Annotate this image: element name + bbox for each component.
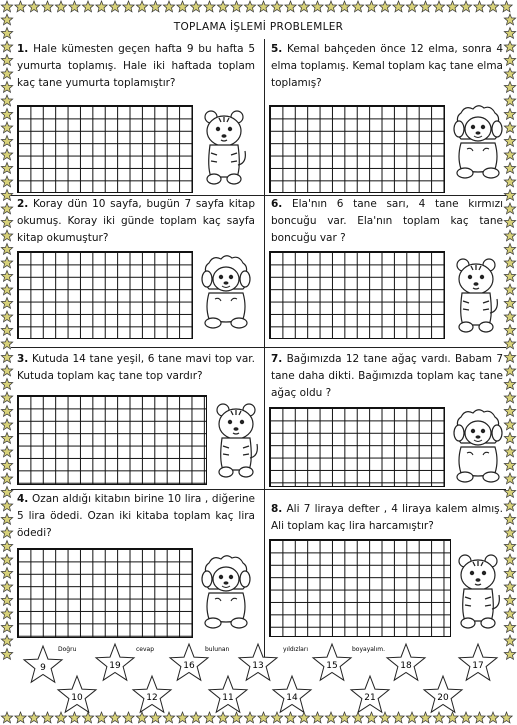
divider xyxy=(264,489,506,490)
border-star xyxy=(504,41,515,52)
border-star xyxy=(504,271,515,282)
border-star xyxy=(504,14,515,25)
star-number: 13 xyxy=(252,661,264,671)
tiger-cub-icon xyxy=(455,551,501,633)
divider xyxy=(11,347,264,348)
border-star xyxy=(501,1,512,12)
border-star xyxy=(504,176,515,187)
border-star xyxy=(504,568,515,579)
star-number: 17 xyxy=(472,661,484,671)
worksheet xyxy=(11,15,506,705)
border-star xyxy=(504,352,515,363)
answer-grid[interactable] xyxy=(17,548,193,638)
answer-grid[interactable] xyxy=(269,105,445,193)
border-star xyxy=(504,365,515,376)
star-number: 19 xyxy=(109,661,121,671)
number-star[interactable] xyxy=(24,646,62,682)
lamb-icon xyxy=(453,103,503,185)
border-star xyxy=(504,608,515,619)
problem-number: 3. xyxy=(17,353,29,365)
tiger-cub-icon xyxy=(201,107,247,189)
border-star xyxy=(504,136,515,147)
border-star xyxy=(42,1,53,12)
answer-grid[interactable] xyxy=(17,251,193,339)
border-star xyxy=(420,1,431,12)
border-star xyxy=(15,1,26,12)
problem-7 xyxy=(271,351,503,402)
border-star xyxy=(504,446,515,457)
problem-text: Bağımızda 12 tane ağaç vardı. Babam 7 tane daha dikti. Bağımızda toplam kaç tane ağaç oldu ? xyxy=(271,353,503,399)
border-star xyxy=(504,325,515,336)
problem-text: Hale kümesten geçen hafta 9 bu hafta 5 yumurta toplamış. Hale iki haftada toplam kaç tane yumurta toplamıştır? xyxy=(17,43,255,89)
answer-grid[interactable] xyxy=(269,251,445,339)
border-star xyxy=(504,68,515,79)
border-star xyxy=(460,1,471,12)
problem-4 xyxy=(17,491,255,542)
border-star xyxy=(447,1,458,12)
border-star xyxy=(504,554,515,565)
problem-text: Ela'nın 6 tane sarı, 4 tane kırmızı boncuğu var. Ela'nın toplam kaç tane boncuğu var ? xyxy=(271,198,504,244)
star-number: 16 xyxy=(183,661,195,671)
border-star xyxy=(504,433,515,444)
border-star xyxy=(406,1,417,12)
star-number: 14 xyxy=(286,693,298,703)
answer-grid[interactable] xyxy=(17,105,193,193)
problem-text: Kemal bahçeden önce 12 elma, sonra 4 elma toplamış. Kemal toplam kaç tane elma toplamış? xyxy=(271,43,504,89)
number-star[interactable] xyxy=(209,676,247,712)
border-star xyxy=(504,460,515,471)
number-star[interactable] xyxy=(273,676,311,712)
border-star xyxy=(298,1,309,12)
border-star xyxy=(504,379,515,390)
border-star xyxy=(504,203,515,214)
border-star xyxy=(504,55,515,66)
border-star xyxy=(325,1,336,12)
column-divider xyxy=(264,39,265,667)
star-number: 20 xyxy=(437,693,449,703)
border-star xyxy=(504,338,515,349)
border-star xyxy=(504,581,515,592)
answer-grid[interactable] xyxy=(269,539,451,637)
border-star xyxy=(504,163,515,174)
lamb-icon xyxy=(201,253,251,335)
border-star xyxy=(96,1,107,12)
number-star[interactable] xyxy=(351,676,389,712)
problem-3 xyxy=(17,351,255,385)
border-star xyxy=(82,1,93,12)
border-star xyxy=(28,1,39,12)
border-star xyxy=(504,298,515,309)
border-star xyxy=(504,190,515,201)
number-star[interactable] xyxy=(424,676,462,712)
instruction-word: yıldızları xyxy=(283,646,308,653)
border-star xyxy=(504,28,515,39)
number-star[interactable] xyxy=(170,644,208,680)
border-star xyxy=(504,514,515,525)
lamb-icon xyxy=(453,407,503,489)
number-star[interactable] xyxy=(96,644,134,680)
divider xyxy=(11,489,264,490)
border-star xyxy=(504,109,515,120)
number-star[interactable] xyxy=(459,644,497,680)
answer-grid[interactable] xyxy=(269,407,445,487)
border-star xyxy=(474,1,485,12)
border-star xyxy=(109,1,120,12)
problem-8 xyxy=(271,501,503,535)
border-star xyxy=(504,149,515,160)
number-star[interactable] xyxy=(239,644,277,680)
border-star xyxy=(379,1,390,12)
problem-text: Ali 7 liraya defter , 4 liraya kalem almış. Ali toplam kaç lira harcamıştır? xyxy=(271,503,503,532)
border-star xyxy=(433,1,444,12)
instruction-word: cevap xyxy=(136,646,155,653)
border-star xyxy=(504,392,515,403)
star-number: 15 xyxy=(326,661,338,671)
problem-text: Kutuda 14 tane yeşil, 6 tane mavi top var. Kutuda toplam kaç tane top vardır? xyxy=(17,353,256,382)
border-star xyxy=(504,257,515,268)
border-star xyxy=(231,1,242,12)
border-star xyxy=(504,406,515,417)
border-star xyxy=(504,419,515,430)
border-star xyxy=(504,217,515,228)
number-star[interactable] xyxy=(133,676,171,712)
border-star xyxy=(244,1,255,12)
border-star xyxy=(504,95,515,106)
problem-6 xyxy=(271,196,503,247)
border-star xyxy=(504,284,515,295)
problem-text: Ozan aldığı kitabın birine 10 lira , diğerine 5 lira ödedi. Ozan iki kitaba toplam kaç lira ödedi? xyxy=(17,493,255,539)
problem-number: 7. xyxy=(271,353,283,365)
border-star xyxy=(352,1,363,12)
border-star xyxy=(504,473,515,484)
problem-5 xyxy=(271,41,503,92)
border-star xyxy=(393,1,404,12)
star-number: 10 xyxy=(71,693,83,703)
border-star xyxy=(504,595,515,606)
border-star xyxy=(504,487,515,498)
instruction-word: Doğru xyxy=(58,646,77,653)
border-star xyxy=(504,122,515,133)
border-star xyxy=(504,622,515,633)
border-star xyxy=(504,541,515,552)
border-star xyxy=(55,1,66,12)
star-number: 12 xyxy=(146,693,158,703)
problem-number: 2. xyxy=(17,198,29,210)
tiger-cub-icon xyxy=(213,400,259,482)
number-star[interactable] xyxy=(387,644,425,680)
star-number: 11 xyxy=(222,693,234,703)
border-star xyxy=(504,311,515,322)
problem-number: 1. xyxy=(17,43,29,55)
instruction-word: bulunan xyxy=(205,646,230,653)
border-star xyxy=(366,1,377,12)
border-star xyxy=(487,1,498,12)
number-star[interactable] xyxy=(313,644,351,680)
border-star xyxy=(504,244,515,255)
border-star xyxy=(339,1,350,12)
problem-number: 4. xyxy=(17,493,29,505)
border-star xyxy=(504,230,515,241)
star-number: 18 xyxy=(400,661,412,671)
number-star[interactable] xyxy=(58,676,96,712)
problem-2 xyxy=(17,196,255,247)
border-star xyxy=(504,527,515,538)
problem-number: 8. xyxy=(271,503,283,515)
border-star xyxy=(504,82,515,93)
star-number: 9 xyxy=(40,663,46,673)
star-number: 21 xyxy=(364,693,376,703)
coloring-stars xyxy=(0,640,517,725)
border-star xyxy=(271,1,282,12)
border-star xyxy=(258,1,269,12)
border-star xyxy=(285,1,296,12)
problem-1 xyxy=(17,41,255,92)
problem-text: Koray dün 10 sayfa, bugün 7 sayfa kitap okumuş. Koray iki günde toplam kaç sayfa kitap okumuştur? xyxy=(17,198,255,244)
problem-number: 6. xyxy=(271,198,283,210)
border-star xyxy=(190,1,201,12)
border-star xyxy=(163,1,174,12)
lamb-icon xyxy=(201,553,251,635)
border-star xyxy=(217,1,228,12)
instruction-word: boyayalım. xyxy=(352,646,386,653)
tiger-cub-icon xyxy=(453,255,499,337)
border-star xyxy=(204,1,215,12)
border-star xyxy=(504,500,515,511)
border-star xyxy=(69,1,80,12)
divider xyxy=(264,347,506,348)
border-star xyxy=(312,1,323,12)
border-star xyxy=(150,1,161,12)
border-star xyxy=(136,1,147,12)
page-title: TOPLAMA İŞLEMİ PROBLEMLER xyxy=(173,21,344,33)
border-star xyxy=(1,1,12,12)
problem-number: 5. xyxy=(271,43,283,55)
border-star xyxy=(177,1,188,12)
border-star xyxy=(123,1,134,12)
answer-grid[interactable] xyxy=(17,395,207,485)
